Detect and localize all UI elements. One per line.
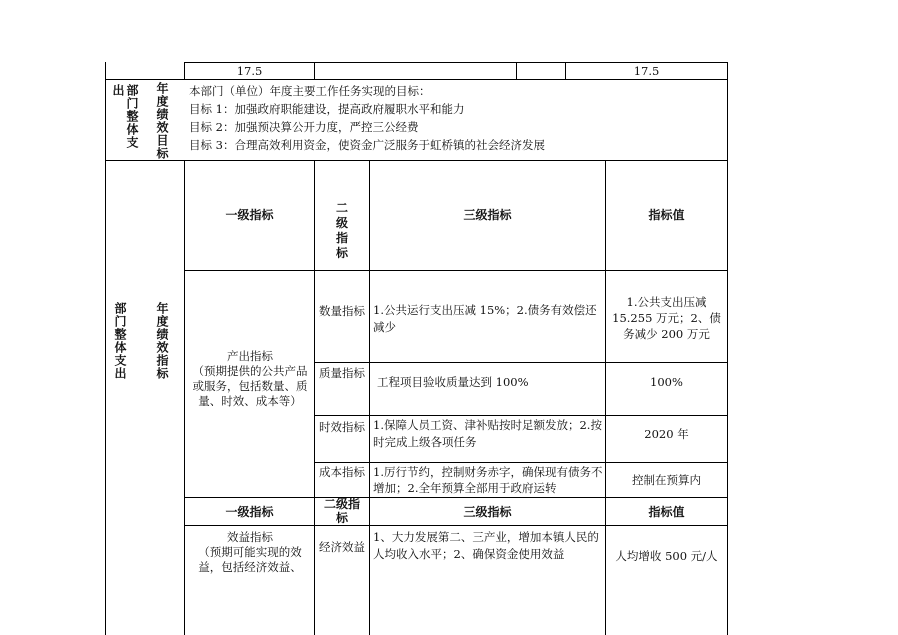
- goals-text: [189, 82, 545, 154]
- top-left-value: 17.5: [236, 64, 263, 78]
- grid-line: [314, 62, 315, 79]
- value-cell: 人均增收 500 元/人: [615, 549, 718, 563]
- goals-annual-label: 年度绩效目标: [155, 82, 169, 160]
- level3-cell: 1.公共运行支出压减 15%；2.债务有效偿还减少: [373, 303, 597, 334]
- level3-cell: 1.保障人员工资、津补贴按时足额发放；2.按时完成上级各项任务: [373, 418, 602, 449]
- header-level3: 三级指标: [463, 505, 512, 519]
- header-value: 指标值: [648, 505, 685, 519]
- grid-line: [516, 62, 517, 79]
- indicators-annual-label: 年度绩效指标: [155, 302, 169, 380]
- output-desc: （预期提供的公共产品或服务，包括数量、质量、时效、成本等）: [192, 364, 308, 408]
- header-level2: 二级指标: [335, 201, 348, 260]
- grid-line: [369, 160, 370, 635]
- level3-cell: 1.厉行节约，控制财务赤字，确保现有债务不增加；2.全年预算全部用于政府运转: [373, 465, 603, 495]
- grid-line: [314, 415, 728, 416]
- header-level3: 三级指标: [463, 208, 512, 222]
- grid-line: [314, 160, 315, 635]
- grid-line: [184, 270, 728, 271]
- value-cell: 1.公共支出压减 15.255 万元；2、债务减少 200 万元: [612, 295, 721, 341]
- grid-line: [105, 79, 728, 80]
- grid-line: [727, 62, 728, 635]
- level3-cell: 1、大力发展第二、三产业，增加本镇人民的人均收入水平；2、确保资金使用效益: [373, 530, 599, 561]
- value-cell: 2020 年: [644, 427, 689, 441]
- level2-cell: 质量指标: [319, 366, 365, 380]
- grid-line: [184, 497, 728, 498]
- grid-line: [605, 160, 606, 635]
- goal-item: 目标 1：加强政府职能建设，提高政府履职水平和能力: [189, 102, 465, 116]
- grid-line: [314, 362, 728, 363]
- header-level1: 一级指标: [225, 208, 274, 222]
- benefit-title: 效益指标: [227, 530, 273, 544]
- level2-cell: 数量指标: [319, 304, 365, 318]
- grid-line: [184, 62, 728, 63]
- header-value: 指标值: [648, 208, 685, 222]
- grid-line: [314, 462, 728, 463]
- benefit-desc: （预期可能实现的效益，包括经济效益、: [198, 545, 302, 574]
- level2-cell: 经济效益: [319, 540, 365, 554]
- indicators-dept-label: 部门整体支出: [113, 302, 127, 380]
- level2-cell: 时效指标: [319, 420, 365, 434]
- level3-cell: 工程项目验收质量达到 100%: [377, 375, 529, 389]
- goal-item: 目标 2：加强预决算公开力度，严控三公经费: [189, 120, 419, 134]
- grid-line: [105, 62, 106, 635]
- top-right-value: 17.5: [633, 64, 660, 78]
- header-level2: 二级指标: [323, 497, 360, 525]
- performance-table: [105, 62, 728, 635]
- goals-dept-label: 部门整体支出: [111, 84, 139, 149]
- value-cell: 100%: [650, 375, 683, 389]
- goals-intro: 本部门（单位）年度主要工作任务实现的目标：: [189, 84, 431, 98]
- grid-line: [184, 160, 185, 635]
- grid-line: [184, 525, 728, 526]
- value-cell: 控制在预算内: [632, 473, 701, 487]
- goal-item: 目标 3：合理高效利用资金，使资金广泛服务于虹桥镇的社会经济发展: [189, 138, 545, 152]
- output-title: 产出指标: [227, 349, 273, 363]
- grid-line: [105, 160, 728, 161]
- header-level1: 一级指标: [225, 505, 274, 519]
- level2-cell: 成本指标: [319, 465, 365, 479]
